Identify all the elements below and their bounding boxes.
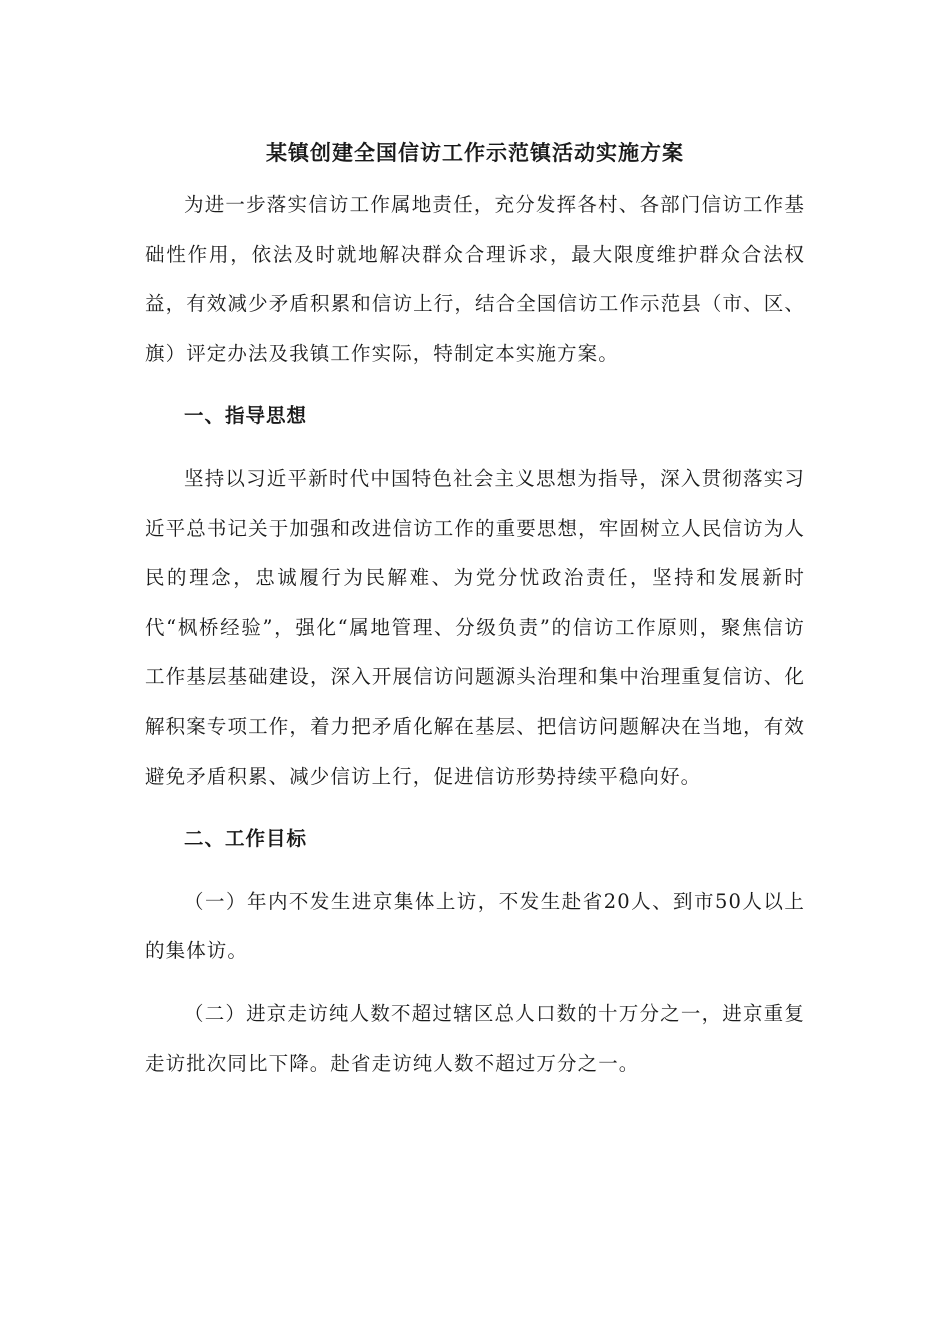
work-goal-item-2: （二）进京走访纯人数不超过辖区总人口数的十万分之一，进京重复走访批次同比下降。赴省走访纯人数不超过万分之一。 — [145, 1001, 805, 1075]
spacer — [145, 378, 805, 391]
section-heading-guiding-ideology: 一、指导思想 — [184, 404, 308, 428]
section-heading-work-goals: 二、工作目标 — [184, 827, 308, 851]
spacer — [145, 864, 805, 877]
work-goal-item-1: （一）年内不发生进京集体上访，不发生赴省20人、到市50人以上的集体访。 — [145, 889, 805, 963]
document-title: 某镇创建全国信访工作示范镇活动实施方案 — [266, 141, 684, 165]
guiding-ideology-paragraph: 坚持以习近平新时代中国特色社会主义思想为指导，深入贯彻落实习近平总书记关于加强和改进信访工作的重要思想，牢固树立人民信访为人民的理念，忠诚履行为民解难、为党分忧政治责任，坚持和发展新时代“枫桥经验”，强化“属地管理、分级负责”的信访工作原则，聚焦信访工作基层基础建设，深入开展信访问题源头治理和集中治理重复信访、化解积案专项工作，着力把矛盾化解在基层、把信访问题解决在当地，有效避免矛盾积累、减少信访上行，促进信访形势持续平稳向好。 — [145, 466, 805, 788]
spacer — [145, 441, 805, 454]
spacer — [145, 976, 805, 989]
document-page — [145, 128, 805, 1088]
intro-paragraph: 为进一步落实信访工作属地责任，充分发挥各村、各部门信访工作基础性作用，依法及时就地解决群众合理诉求，最大限度维护群众合法权益，有效减少矛盾积累和信访上行，结合全国信访工作示范县（市、区、旗）评定办法及我镇工作实际，特制定本实施方案。 — [145, 193, 805, 365]
spacer — [145, 801, 805, 814]
